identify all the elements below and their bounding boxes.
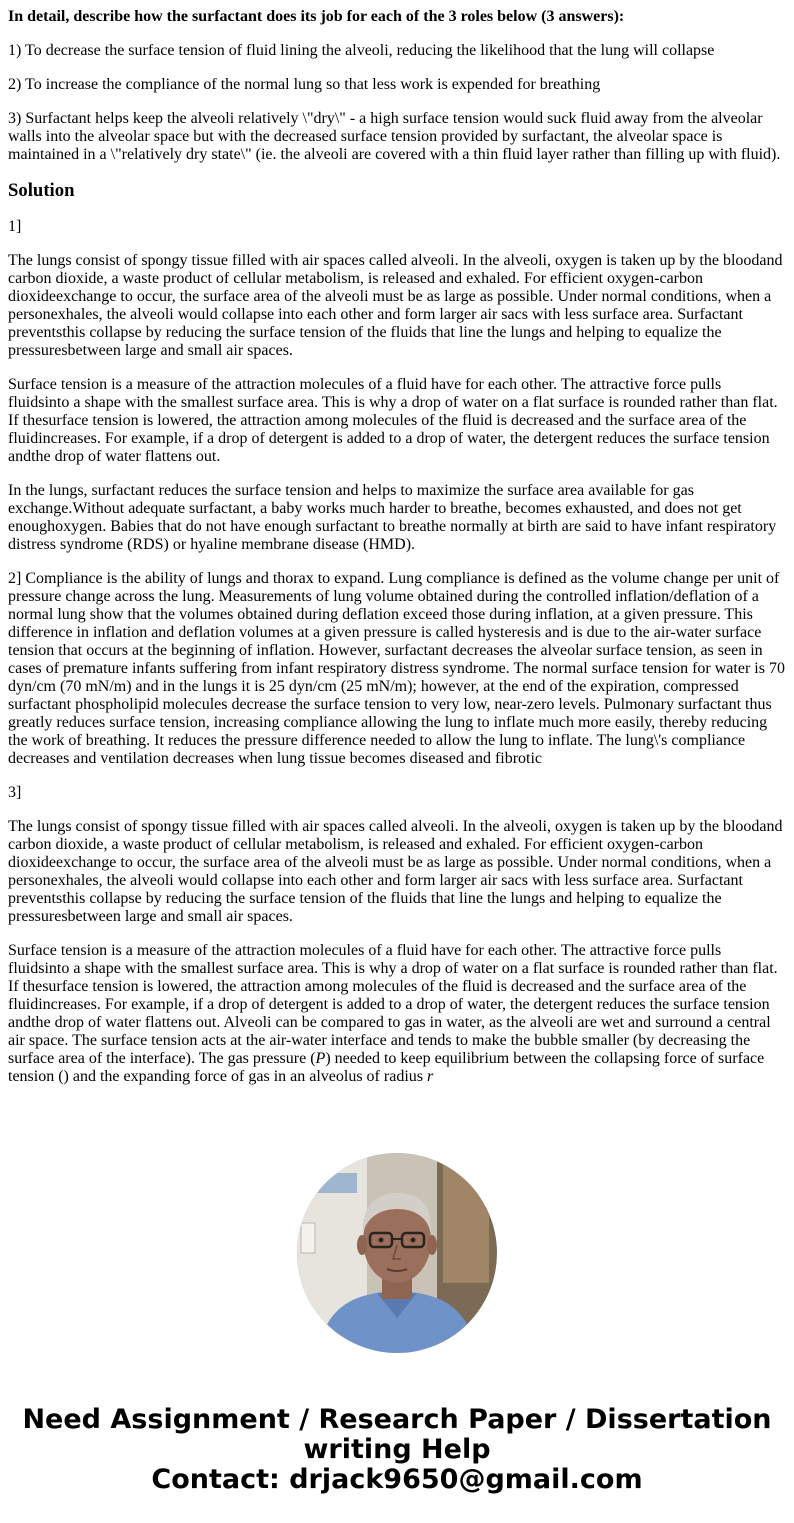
part1-paragraph-2: Surface tension is a measure of the attraction molecules of a fluid have for each other. The attractive force pulls fluidsinto a shape with the smallest surface area. This is why a drop of water on a flat surface is rounded rather than flat. If thesurface tension is lowered, the attraction among molecules of the fluid is decreased and the surface area of the fluidincreases. For example, if a drop of detergent is added to a drop of water, the detergent reduces the surface tension andthe drop of water flattens out. bbox=[8, 376, 778, 465]
part3-paragraph-2 bbox=[8, 942, 786, 1086]
footer-banner bbox=[0, 1405, 794, 1495]
avatar bbox=[297, 1153, 497, 1353]
footer-line-2: writing Help bbox=[303, 1434, 491, 1465]
part3-paragraph-1: The lungs consist of spongy tissue filled with air spaces called alveoli. In the alveoli, oxygen is taken up by the bloodand carbon dioxide, a waste product of cellular metabolism, is released and exhaled. For efficient oxygen-carbon dioxideexchange to occur, the surface area of the alveoli must be as large as possible. Under normal conditions, when a personexhales, the alveoli would collapse into each other and form larger air sacs with less surface area. Surfactant preventsthis collapse by reducing the surface tension of the fluids that line the lungs and helping to equalize the pressuresbetween large and small air spaces. bbox=[8, 818, 783, 925]
part1-paragraph-1: The lungs consist of spongy tissue filled with air spaces called alveoli. In the alveoli, oxygen is taken up by the bloodand carbon dioxide, a waste product of cellular metabolism, is released and exhaled. For efficient oxygen-carbon dioxideexchange to occur, the surface area of the alveoli must be as large as possible. Under normal conditions, when a personexhales, the alveoli would collapse into each other and form larger air sacs with less surface area. Surfactant preventsthis collapse by reducing the surface tension of the fluids that line the lungs and helping to equalize the pressuresbetween large and small air spaces. bbox=[8, 252, 783, 359]
part2-paragraph: 2] Compliance is the ability of lungs and thorax to expand. Lung compliance is defined as the volume change per unit of pressure change across the lung. Measurements of lung volume obtained during the controlled inflation/deflation of a normal lung show that the volumes obtained during deflation exceed those during inflation, at a given pressure. This difference in inflation and deflation volumes at a given pressure is called hysteresis and is due to the air-water surface tension that occurs at the beginning of inflation. However, surfactant decreases the alveolar surface tension, as seen in cases of premature infants suffering from infant respiratory distress syndrome. The normal surface tension for water is 70 dyn/cm (70 mN/m) and in the lungs it is 25 dyn/cm (25 mN/m); however, at the end of the expiration, compressed surfactant phospholipid molecules decrease the surface tension to very low, near-zero levels. Pulmonary surfactant thus greatly reduces surface tension, increasing compliance allowing the lung to inflate much more easily, thereby reducing the work of breathing. It reduces the pressure difference needed to allow the lung to inflate. The lung\'s compliance decreases and ventilation decreases when lung tissue becomes diseased and fibrotic bbox=[8, 570, 785, 767]
pressure-variable: P bbox=[315, 1050, 326, 1067]
part3-paragraph-2-middle: ) needed to keep equilibrium between the collapsing force of surface tension () and the expanding force of gas in an alveolus of radius bbox=[8, 1050, 765, 1085]
question-role-2: 2) To increase the compliance of the normal lung so that less work is expended for breathing bbox=[8, 76, 601, 93]
question-role-3: 3) Surfactant helps keep the alveoli relatively \"dry\" - a high surface tension would suck fluid away from the alveolar walls into the alveolar space but with the decreased surface tension provided by surfactant, the alveolar space is maintained in a \"relatively dry state\" (ie. the alveoli are covered with a thin fluid layer rather than filling up with fluid). bbox=[8, 110, 781, 163]
footer-contact: Contact: drjack9650@gmail.com bbox=[151, 1464, 643, 1495]
question-title: In detail, describe how the surfactant does its job for each of the 3 roles below (3 answers): bbox=[8, 8, 625, 25]
part3-paragraph-2-start: Surface tension is a measure of the attraction molecules of a fluid have for each other. The attractive force pulls fluidsinto a shape with the smallest surface area. This is why a drop of water on a flat surface is rounded rather than flat. If thesurface tension is lowered, the attraction among molecules of the fluid is decreased and the surface area of the fluidincreases. For example, if a drop of detergent is added to a drop of water, the detergent reduces the surface tension andthe drop of water flattens out. Alveoli can be compared to gas in water, as the alveoli are wet and surround a central air space. The surface tension acts at the air-water interface and tends to make the bubble smaller (by decreasing the surface area of the interface). The gas pressure ( bbox=[8, 942, 778, 1067]
author-photo bbox=[297, 1153, 497, 1353]
solution-heading: Solution bbox=[8, 180, 75, 201]
radius-variable: r bbox=[426, 1068, 434, 1085]
part3-label: 3] bbox=[8, 784, 22, 801]
part1-label: 1] bbox=[8, 218, 22, 235]
question-role-1: 1) To decrease the surface tension of fluid lining the alveoli, reducing the likelihood that the lung will collapse bbox=[8, 42, 715, 59]
footer-line-1: Need Assignment / Research Paper / Dissertation bbox=[22, 1404, 772, 1435]
person-portrait-icon bbox=[297, 1153, 497, 1353]
part1-paragraph-3: In the lungs, surfactant reduces the surface tension and helps to maximize the surface area available for gas exchange.Without adequate surfactant, a baby works much harder to breathe, becomes exhausted, and does not get enoughoxygen. Babies that do not have enough surfactant to breathe normally at birth are said to have infant respiratory distress syndrome (RDS) or hyaline membrane disease (HMD). bbox=[8, 482, 777, 553]
